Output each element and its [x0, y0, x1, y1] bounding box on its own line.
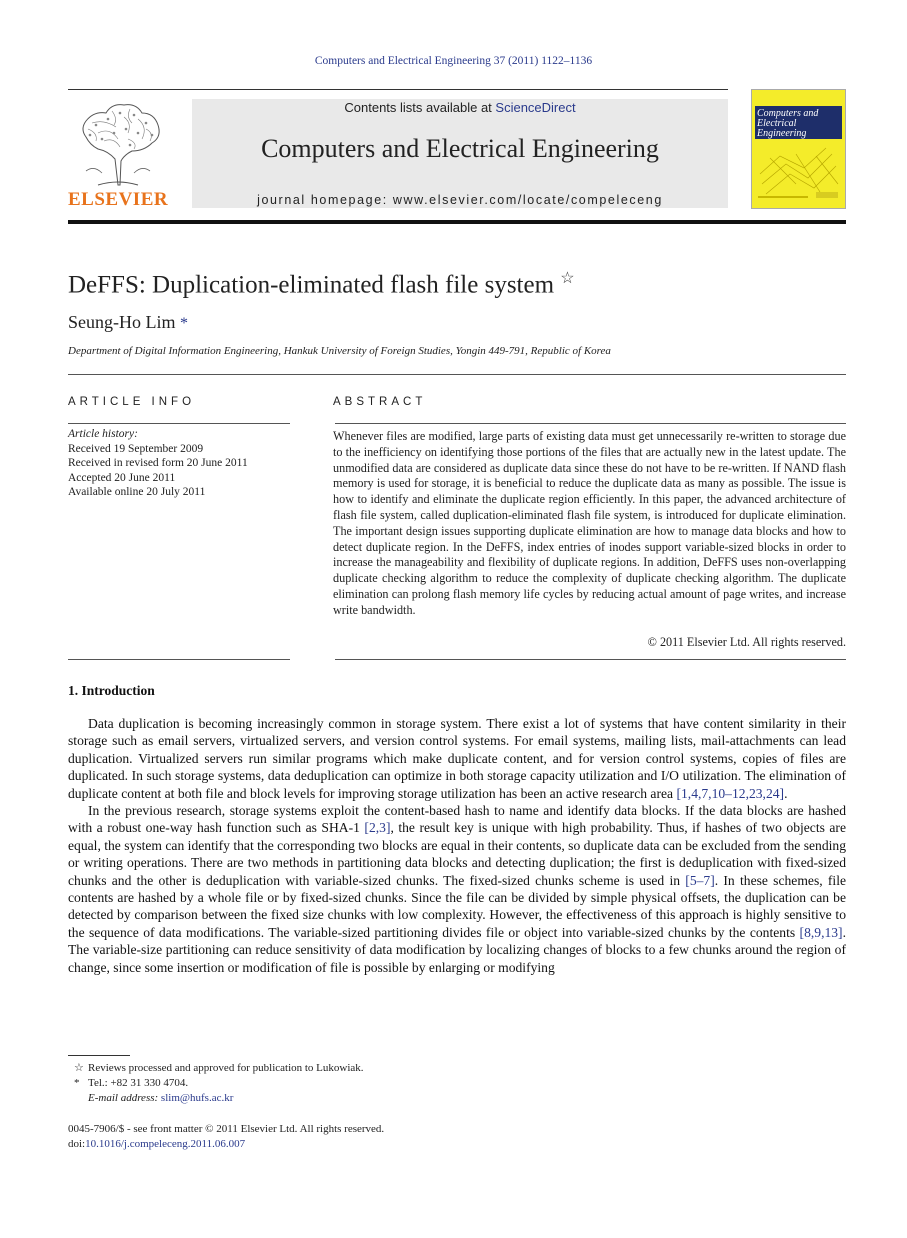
paragraph: In the previous research, storage systems exploit the content-based hash to name and identify data blocks. If the data blocks are hashed with a robust one-way hash function such as SHA-1 [2,3], the result key is unique with high probability. Thus, if hashes of two objects are equal, the system can identify that the corresponding two blocks are equal in their contents, so duplicate data can be excluded from the sending or writing operations. There are two methods in partitioning data blocks and detecting duplication; the first is deduplication with fixed-sized chunks and the other is deduplication with variable-sized chunks. The fixed-sized chunks scheme is used in [5–7]. In these schemes, file contents are hashed by a whole file or by fixed-sized chunks. Since the file can be divided by simple physical offsets, the duplication can be detected by comparison between the fixed size chunks with low complexity. However, the effectiveness of this approach is highly sensitive to the sequence of data modifications. The variable-sized partitioning divides file or object into variable-sized chunks by the contents [8,9,13]. The variable-size partitioning can reduce sensitivity of data modification by localizing changes of blocks to a few chunks around the region of change, since some insertion or modification of file is possible by enlarging or modifying	[68, 803, 847, 975]
abstract-rule	[335, 423, 846, 424]
doi-link[interactable]: 10.1016/j.compeleceng.2011.06.007	[85, 1138, 246, 1150]
introduction-body	[68, 715, 846, 976]
article-history	[68, 427, 290, 500]
journal-citation[interactable]: Computers and Electrical Engineering 37 (2011) 1122–1136	[314, 55, 593, 67]
masthead-top-rule	[68, 89, 728, 90]
front-matter-copyright	[68, 1122, 568, 1152]
journal-name: Computers and Electrical Engineering	[261, 134, 659, 163]
title-footnote-mark[interactable]: ☆	[560, 270, 575, 287]
author-name: Seung-Ho Lim *	[68, 312, 188, 332]
history-received: Received 19 September 2009	[68, 442, 204, 455]
footnote-review: ☆ Reviews processed and approved for publication to Lukowiak.	[74, 1062, 364, 1074]
citation-link[interactable]: [1,4,7,10–12,23,24]	[676, 785, 785, 801]
author-footnote-mark[interactable]: *	[180, 315, 188, 332]
contents-line: Contents lists available at ScienceDirect	[344, 100, 576, 115]
citation-link[interactable]: [5–7]	[685, 872, 715, 888]
footnote-mark-asterisk: *	[74, 1077, 80, 1089]
history-revised: Received in revised form 20 June 2011	[68, 457, 248, 469]
footnote-tel: * Tel.: +82 31 330 4704.	[74, 1077, 189, 1089]
paragraph: Data duplication is becoming increasingly common in storage system. There exist a lot of systems that have content similarity in their storage such as email servers, virtualized servers, and version control systems. For email systems, mailing lists, mail-attachments can lead duplication. Virtualized servers run similar programs which make duplicate content, and for version control systems, copies of files are duplicated. In such storage systems, data deduplication can optimize in both storage capacity utilization and I/O utilization. The elimination of duplicate content at both file and block levels for improving storage utilization has been an active research area [1,4,7,10–12,23,24].	[68, 716, 846, 801]
footnote-rule	[68, 1055, 130, 1056]
abstract-heading: ABSTRACT	[333, 396, 427, 408]
elsevier-wordmark: ELSEVIER	[68, 189, 169, 210]
masthead-bottom-rule	[68, 220, 846, 224]
footnotes	[68, 1061, 568, 1106]
article-info-bottom-rule	[68, 659, 290, 660]
doi-line: doi:10.1016/j.compeleceng.2011.06.007	[68, 1138, 246, 1150]
abstract-copyright: © 2011 Elsevier Ltd. All rights reserved.	[647, 635, 846, 649]
homepage-url-link[interactable]: www.elsevier.com/locate/compeleceng	[392, 193, 663, 207]
elsevier-logo[interactable]	[68, 99, 168, 211]
citation-link[interactable]: [2,3]	[364, 820, 391, 836]
history-accepted: Accepted 20 June 2011	[68, 471, 176, 484]
issn-line: 0045-7906/$ - see front matter © 2011 Elsevier Ltd. All rights reserved.	[68, 1123, 385, 1135]
journal-cover-thumbnail[interactable]	[751, 89, 846, 209]
title-rule	[68, 374, 846, 375]
history-online: Available online 20 July 2011	[68, 486, 206, 498]
article-title: DeFFS: Duplication-eliminated flash file system ☆	[68, 270, 575, 299]
abstract-bottom-rule	[335, 659, 846, 660]
author-affiliation: Department of Digital Information Engineering, Hankuk University of Foreign Studies, Yongin 449-791, Republic of Korea	[68, 345, 611, 357]
article-info-rule	[68, 423, 290, 424]
article-info-heading: ARTICLE INFO	[68, 396, 196, 408]
section-heading-introduction: 1. Introduction	[68, 683, 155, 698]
history-label: Article history:	[68, 428, 138, 440]
email-link[interactable]: slim@hufs.ac.kr	[160, 1092, 234, 1104]
journal-homepage: journal homepage: www.elsevier.com/locate/compeleceng	[257, 193, 663, 207]
footnote-mark-star: ☆	[74, 1062, 84, 1074]
cover-title: Computers and Electrical Engineering	[757, 108, 819, 139]
citation-link[interactable]: [8,9,13]	[799, 924, 843, 940]
sciencedirect-link[interactable]: ScienceDirect	[495, 100, 576, 115]
abstract-text: Whenever files are modified, large parts of existing data must get unnecessarily re-written to storage due to the inefficiency on identifying those portions of the files that are actually new in the latest update. The unmodified data are considered as duplicate data since these do not have to be re-written. If NAND flash memory is used for storage, it is beneficial to reduce the duplicate data as many as possible. The issue is how to identify and eliminate the duplicate region efficiently. In this paper, the advanced architecture of flash file system, called duplication-eliminated flash file system, is introduced for duplicate elimination. The important design issues supporting duplicate elimination are how to manage data blocks and how to detect duplicate region. In the DeFFS, index entries of inodes support variable-sized blocks in order to increase the manageability and flexibility of duplicate regions. In addition, DeFFS uses non-overlapping duplicate checking algorithm to reduce the complexity of duplicate checking algorithm. The duplicate elimination can prolong flash memory life cycles by reducing actual amount of page writes, and increase write bandwidth.	[333, 429, 846, 617]
footnote-email: E-mail address: slim@hufs.ac.kr	[88, 1092, 234, 1104]
cover-artwork-icon	[756, 144, 842, 200]
